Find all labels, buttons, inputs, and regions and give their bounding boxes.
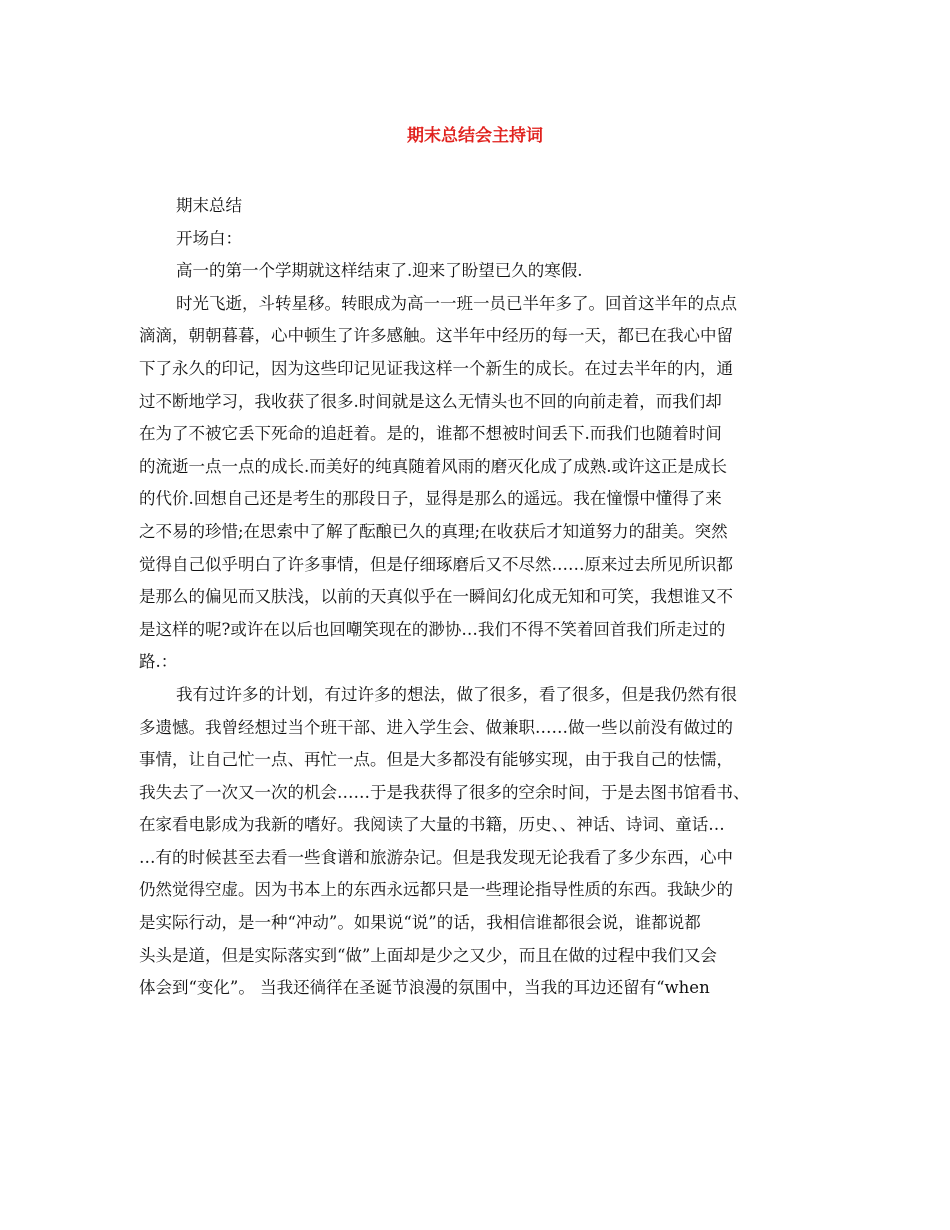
text-line: 觉得自己似乎明白了许多事情，但是仔细琢磨后又不尽然……原来过去所见所识都 xyxy=(139,554,733,574)
text-line: 我有过许多的计划，有过许多的想法，做了很多，看了很多，但是我仍然有很 xyxy=(176,684,737,704)
text-line: 过不断地学习，我收获了很多.时间就是这么无情头也不回的向前走着，而我们却 xyxy=(139,391,722,411)
text-line: 高一的第一个学期就这样结束了.迎来了盼望已久的寒假. xyxy=(176,261,583,281)
document-title: 期末总结会主持词 xyxy=(407,126,543,146)
text-line: 在家看电影成为我新的嗜好。我阅读了大量的书籍，历史、、神话、诗词、童话… xyxy=(139,815,725,835)
text-line: 期末总结 xyxy=(176,196,242,215)
text-line: 多遗憾。我曾经想过当个班干部、进入学生会、做兼职……做一些以前没有做过的 xyxy=(139,717,733,737)
text-line: 下了永久的印记，因为这些印记见证我这样一个新生的成长。在过去半年的内，通 xyxy=(139,358,733,378)
text-line: 时光飞逝，斗转星移。转眼成为高一一班一员已半年多了。回首这半年的点点 xyxy=(176,293,737,313)
text-line: 之不易的珍惜;在思索中了解了酝酿已久的真理;在收获后才知道努力的甜美。突然 xyxy=(139,521,728,541)
text-line: 事情，让自己忙一点、再忙一点。但是大多都没有能够实现，由于我自己的怯懦， xyxy=(139,750,733,770)
text-line: 在为了不被它丢下死命的追赶着。是的，谁都不想被时间丢下.而我们也随着时间 xyxy=(139,424,722,444)
text-line: 我失去了一次又一次的机会……于是我获得了很多的空余时间，于是去图书馆看书、 xyxy=(139,782,750,802)
document-body xyxy=(139,190,813,1005)
text-line: …有的时候甚至去看一些食谱和旅游杂记。但是我发现无论我看了多少东西，心中 xyxy=(139,847,733,867)
text-line: 路.： xyxy=(139,652,178,672)
text-line: 是这样的呢?或许在以后也回嘲笑现在的渺协…我们不得不笑着回首我们所走过的 xyxy=(139,619,726,639)
text-line: 的代价.回想自己还是考生的那段日子，显得是那么的遥远。我在憧憬中懂得了来 xyxy=(139,489,722,509)
text-line: 是实际行动，是一种“冲动”。如果说“说”的话，我相信谁都很会说，谁都说都 xyxy=(139,913,701,933)
text-line: 头头是道，但是实际落实到“做”上面却是少之又少，而且在做的过程中我们又会 xyxy=(139,945,717,965)
text-line: 的流逝一点一点的成长.而美好的纯真随着风雨的磨灭化成了成熟.或许这正是成长 xyxy=(139,456,727,476)
text-line: 开场白： xyxy=(176,228,242,248)
text-line: 是那么的偏见而又肤浅，以前的天真似乎在一瞬间幻化成无知和可笑，我想谁又不 xyxy=(139,587,733,607)
text-line: 仍然觉得空虚。因为书本上的东西永远都只是一些理论指导性质的东西。我缺少的 xyxy=(139,880,733,900)
text-line: 体会到“变化”。 当我还徜徉在圣诞节浪漫的氛围中，当我的耳边还留有“when xyxy=(139,978,710,998)
text-line: 滴滴，朝朝暮暮，心中顿生了许多感触。这半年中经历的每一天，都已在我心中留 xyxy=(139,326,733,346)
